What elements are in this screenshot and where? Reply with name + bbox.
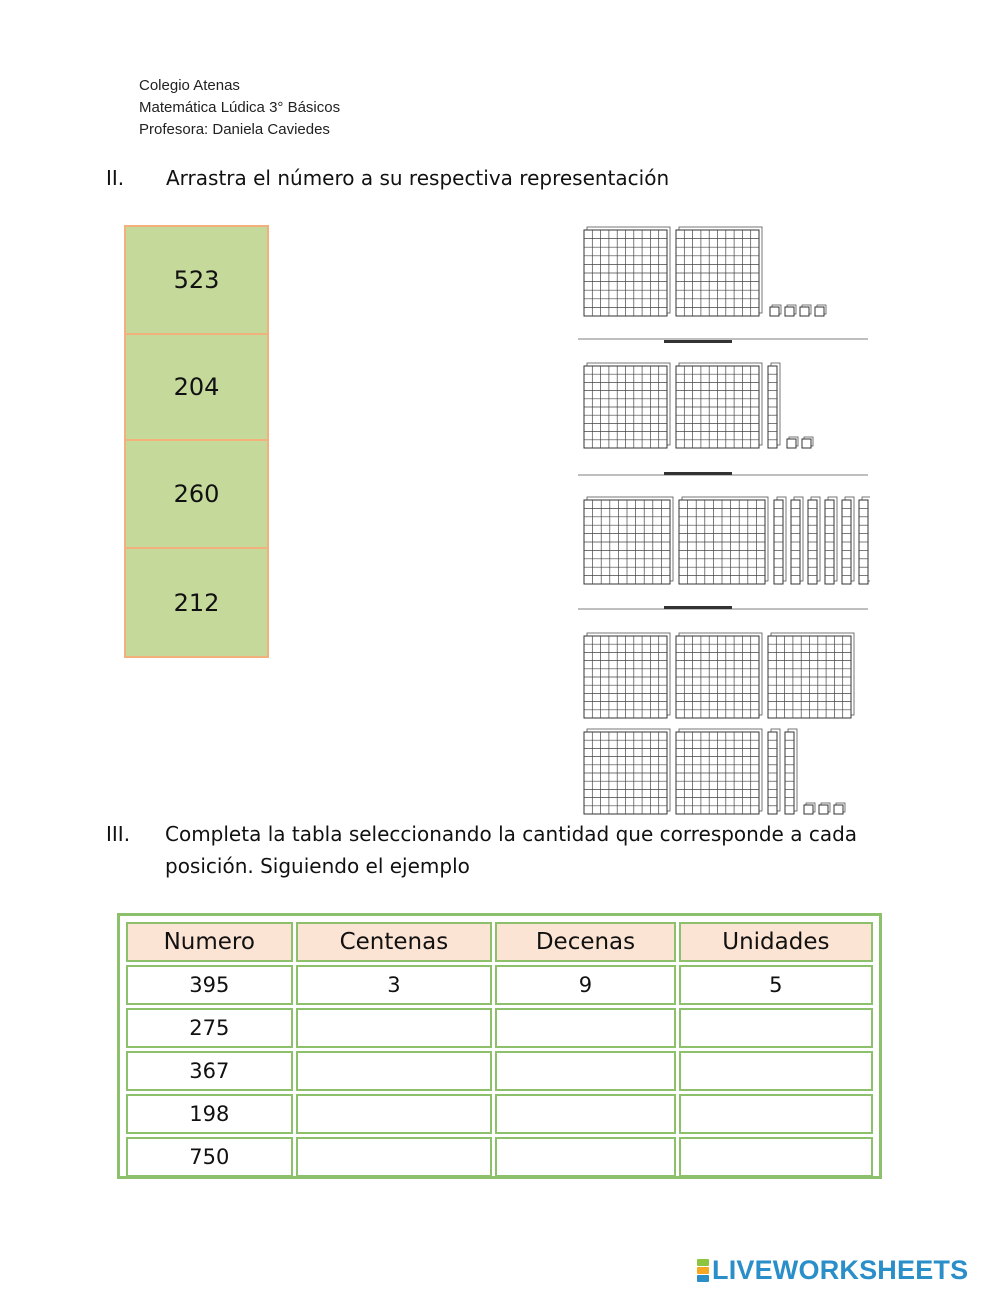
column-header-centenas: Centenas: [296, 922, 493, 962]
hundred-flat: [584, 729, 670, 814]
hundred-flat: [676, 729, 762, 814]
logo-text: LIVEWORKSHEETS: [712, 1254, 969, 1285]
ten-rod: [785, 729, 797, 814]
column-header-numero: Numero: [126, 922, 293, 962]
unidades-input[interactable]: [679, 1137, 873, 1177]
section-3-number: III.: [106, 822, 131, 846]
table-row: [126, 1137, 873, 1177]
ten-rod: [791, 497, 803, 584]
drop-slot: [664, 606, 732, 609]
base-ten-blocks-drawing: [578, 208, 870, 818]
decenas-input[interactable]: [495, 1094, 675, 1134]
unidades-cell: 5: [679, 965, 873, 1005]
hundred-flat: [584, 227, 670, 316]
decenas-input[interactable]: [495, 1137, 675, 1177]
column-header-decenas: Decenas: [495, 922, 675, 962]
section-2-number: II.: [106, 166, 125, 190]
decenas-input[interactable]: [495, 1051, 675, 1091]
number-cell: 750: [126, 1137, 293, 1177]
number-card[interactable]: 212: [173, 588, 220, 617]
logo-bar-3: [697, 1275, 709, 1282]
table-row: [126, 1051, 873, 1091]
hundred-flat: [676, 363, 762, 448]
number-cell: 275: [126, 1008, 293, 1048]
ten-rod: [842, 497, 854, 584]
decenas-cell: 9: [495, 965, 675, 1005]
subject-name: Matemática Lúdica 3° Básicos: [139, 99, 341, 116]
unit-cube-face: [770, 307, 779, 316]
unit-cube-face: [802, 439, 811, 448]
drop-slot: [664, 472, 732, 475]
number-cell: 198: [126, 1094, 293, 1134]
centenas-input[interactable]: [296, 1137, 493, 1177]
hundred-flat: [584, 633, 670, 718]
table-row: [126, 1094, 873, 1134]
panel-separator: [578, 338, 868, 340]
ten-rod: [774, 497, 786, 584]
number-card[interactable]: 204: [126, 335, 267, 441]
number-cell: 395: [126, 965, 293, 1005]
section-3-instruction-line-1: Completa la tabla seleccionando la cantidad que corresponde a cada: [165, 822, 858, 846]
centenas-input[interactable]: [296, 1094, 493, 1134]
unit-cube-face: [819, 805, 828, 814]
ten-rod: [859, 497, 870, 584]
unit-cube-face: [800, 307, 809, 316]
hundred-flat: [676, 227, 762, 316]
unidades-input[interactable]: [679, 1008, 873, 1048]
ten-rod: [808, 497, 820, 584]
number-cards: [124, 225, 269, 658]
unit-cube-face: [804, 805, 813, 814]
section-3-instruction-line-2: posición. Siguiendo el ejemplo: [165, 854, 470, 878]
place-value-table: [117, 913, 882, 1179]
unidades-input[interactable]: [679, 1051, 873, 1091]
hundred-flat: [584, 497, 673, 584]
table-row: [126, 965, 873, 1005]
hundred-flat: [679, 497, 768, 584]
centenas-cell: 3: [296, 965, 493, 1005]
unit-cube-face: [787, 439, 796, 448]
unit-cube-face: [834, 805, 843, 814]
ten-rod: [825, 497, 837, 584]
number-card[interactable]: 260: [126, 441, 267, 549]
column-header-unidades: Unidades: [679, 922, 873, 962]
ten-rod: [768, 363, 780, 448]
decenas-input[interactable]: [495, 1008, 675, 1048]
table-row: [126, 1008, 873, 1048]
centenas-input[interactable]: [296, 1008, 493, 1048]
drop-slot: [664, 340, 732, 343]
number-card[interactable]: 523: [126, 227, 267, 335]
hundred-flat: [584, 363, 670, 448]
liveworksheets-logo: [697, 1256, 968, 1284]
unit-cube-face: [815, 307, 824, 316]
unidades-input[interactable]: [679, 1094, 873, 1134]
section-2-instruction: Arrastra el número a su respectiva representación: [166, 166, 670, 190]
logo-bar-2: [697, 1267, 709, 1274]
hundred-flat: [768, 633, 854, 718]
number-cell: 367: [126, 1051, 293, 1091]
logo-mark-icon: [697, 1259, 709, 1282]
worksheet-header: [139, 75, 340, 141]
school-name: Colegio Atenas: [139, 77, 240, 94]
centenas-input[interactable]: [296, 1051, 493, 1091]
logo-bar-1: [697, 1259, 709, 1266]
ten-rod: [768, 729, 780, 814]
unit-cube-face: [785, 307, 794, 316]
teacher-name: Profesora: Daniela Caviedes: [139, 121, 330, 138]
hundred-flat: [676, 633, 762, 718]
base-ten-representations: [578, 208, 870, 818]
